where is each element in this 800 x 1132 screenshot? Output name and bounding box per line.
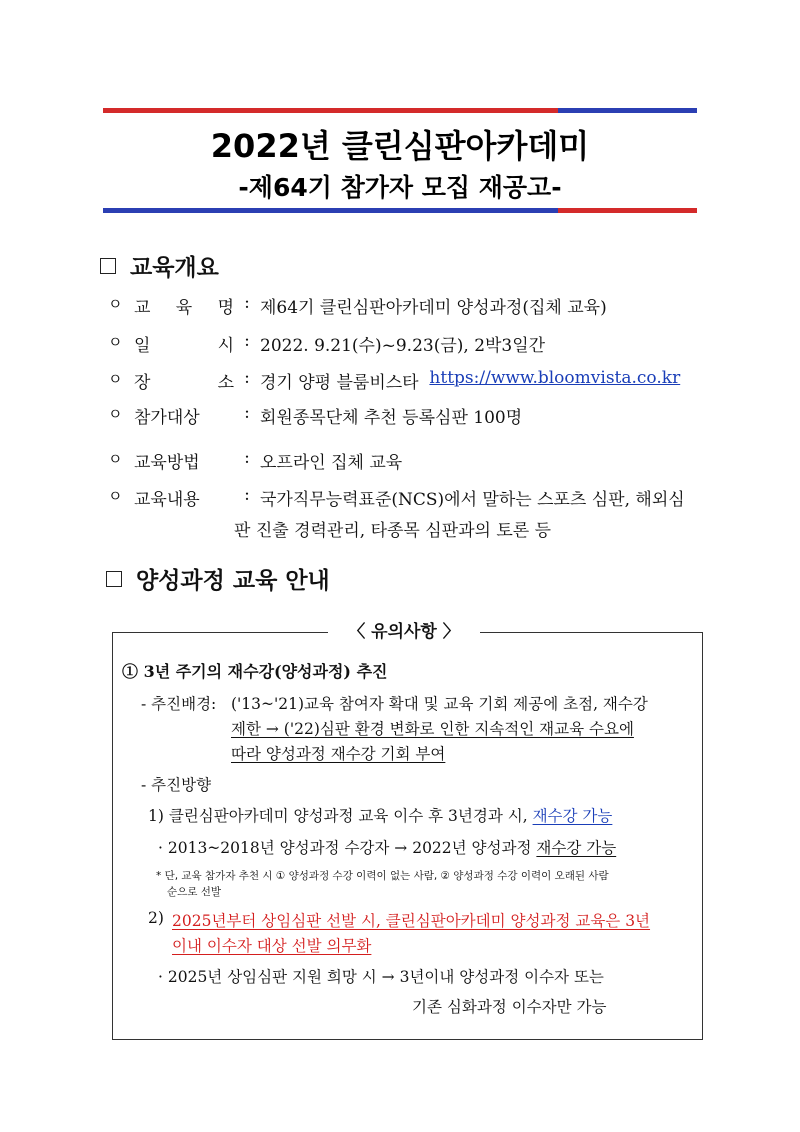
section-overview-heading: 교육개요 [100, 249, 219, 282]
info-label: 교육방법 [134, 453, 200, 473]
info-value: 오프라인 집체 교육 [260, 453, 403, 473]
info-row-content: ㅇ 교육내용 : 국가직무능력표준(NCS)에서 말하는 스포츠 심판, 해외심 [108, 485, 685, 510]
notice-point-1: ① 3년 주기의 재수강(양성과정) 추진 [122, 662, 388, 681]
direction-item-2-line-1: 2025년부터 상임심판 선발 시, 클린심판아카데미 양성과정 교육은 3년 [172, 912, 651, 930]
info-row-target: ㅇ 참가대상 : 회원종목단체 추천 등록심판 100명 [108, 403, 523, 428]
venue-link[interactable]: https://www.bloomvista.co.kr [429, 368, 681, 388]
section-training-heading: 양성과정 교육 안내 [106, 562, 330, 595]
bottom-divider [103, 208, 697, 213]
info-value: 회원종목단체 추천 등록심판 100명 [260, 408, 523, 428]
direction-item-1-sub: · 2013~2018년 양성과정 수강자 → 2022년 양성과정 재수강 가능 [158, 839, 617, 857]
info-label: 교육내용 [134, 490, 200, 510]
footnote-line-1: * 단, 교육 참가자 추천 시 ① 양성과정 수강 이력이 없는 사람, ② 양성과정 수강 이력이 오래된 사람 [156, 870, 609, 882]
direction-label: - 추진방향 [141, 776, 212, 794]
info-value: 판 진출 경력관리, 타종목 심판과의 토론 등 [234, 521, 552, 541]
info-value: 제64기 클린심판아카데미 양성과정(집체 교육) [260, 298, 607, 318]
direction-item-2-num: 2) [148, 909, 164, 927]
info-value: 경기 양평 블룸비스타 [260, 373, 419, 393]
info-row-course: ㅇ 교 육 명 : 제64기 클린심판아카데미 양성과정(집체 교육) [108, 293, 607, 318]
page-title: 2022년 클린심판아카데미 [210, 127, 590, 165]
circle-bullet-icon: ㅇ [108, 405, 123, 423]
circle-bullet-icon: ㅇ [108, 370, 123, 388]
checkbox-square-icon [106, 571, 122, 587]
background-label: - 추진배경: [141, 695, 217, 713]
direction-item-2-sub-2: 기존 심화과정 이수자만 가능 [412, 998, 607, 1016]
info-label: 일 시 [134, 336, 234, 356]
info-label: 교 육 명 [134, 298, 234, 318]
info-row-date: ㅇ 일 시 : 2022. 9.21(수)~9.23(금), 2박3일간 [108, 331, 546, 356]
top-divider [103, 108, 697, 113]
background-line-1: ('13~'21)교육 참여자 확대 및 교육 기회 제공에 초점, 재수강 [231, 695, 648, 713]
circle-bullet-icon: ㅇ [108, 450, 123, 468]
footnote-line-2: 순으로 선발 [167, 886, 222, 898]
page-subtitle: -제64기 참가자 모집 재공고- [238, 173, 562, 202]
circle-bullet-icon: ㅇ [108, 487, 123, 505]
info-row-method: ㅇ 교육방법 : 오프라인 집체 교육 [108, 448, 403, 473]
direction-item-2-sub-1: · 2025년 상임심판 지원 희망 시 → 3년이내 양성과정 이수자 또는 [158, 968, 604, 986]
notice-title: 〈 유의사항 〉 [328, 617, 480, 642]
circle-bullet-icon: ㅇ [108, 295, 123, 313]
direction-item-2-line-2: 이내 이수자 대상 선발 의무화 [172, 937, 372, 955]
info-row-content-cont [234, 516, 551, 541]
direction-item-1: 1) 클린심판아카데미 양성과정 교육 이수 후 3년경과 시, 재수강 가능 [148, 807, 613, 825]
circle-bullet-icon: ㅇ [108, 333, 123, 351]
checkbox-square-icon [100, 258, 116, 274]
info-label: 장 소 [134, 373, 234, 393]
info-value: 2022. 9.21(수)~9.23(금), 2박3일간 [260, 336, 546, 356]
info-label: 참가대상 [134, 408, 200, 428]
background-line-2: 제한 → ('22)심판 환경 변화로 인한 지속적인 재교육 수요에 [231, 720, 634, 738]
info-row-place: ㅇ 장 소 : 경기 양평 블룸비스타 https://www.bloomvista.co.kr [108, 368, 681, 393]
background-line-3: 따라 양성과정 재수강 기회 부여 [231, 745, 446, 763]
info-value: 국가직무능력표준(NCS)에서 말하는 스포츠 심판, 해외심 [260, 490, 685, 510]
retake-available-highlight: 재수강 가능 [532, 807, 613, 825]
